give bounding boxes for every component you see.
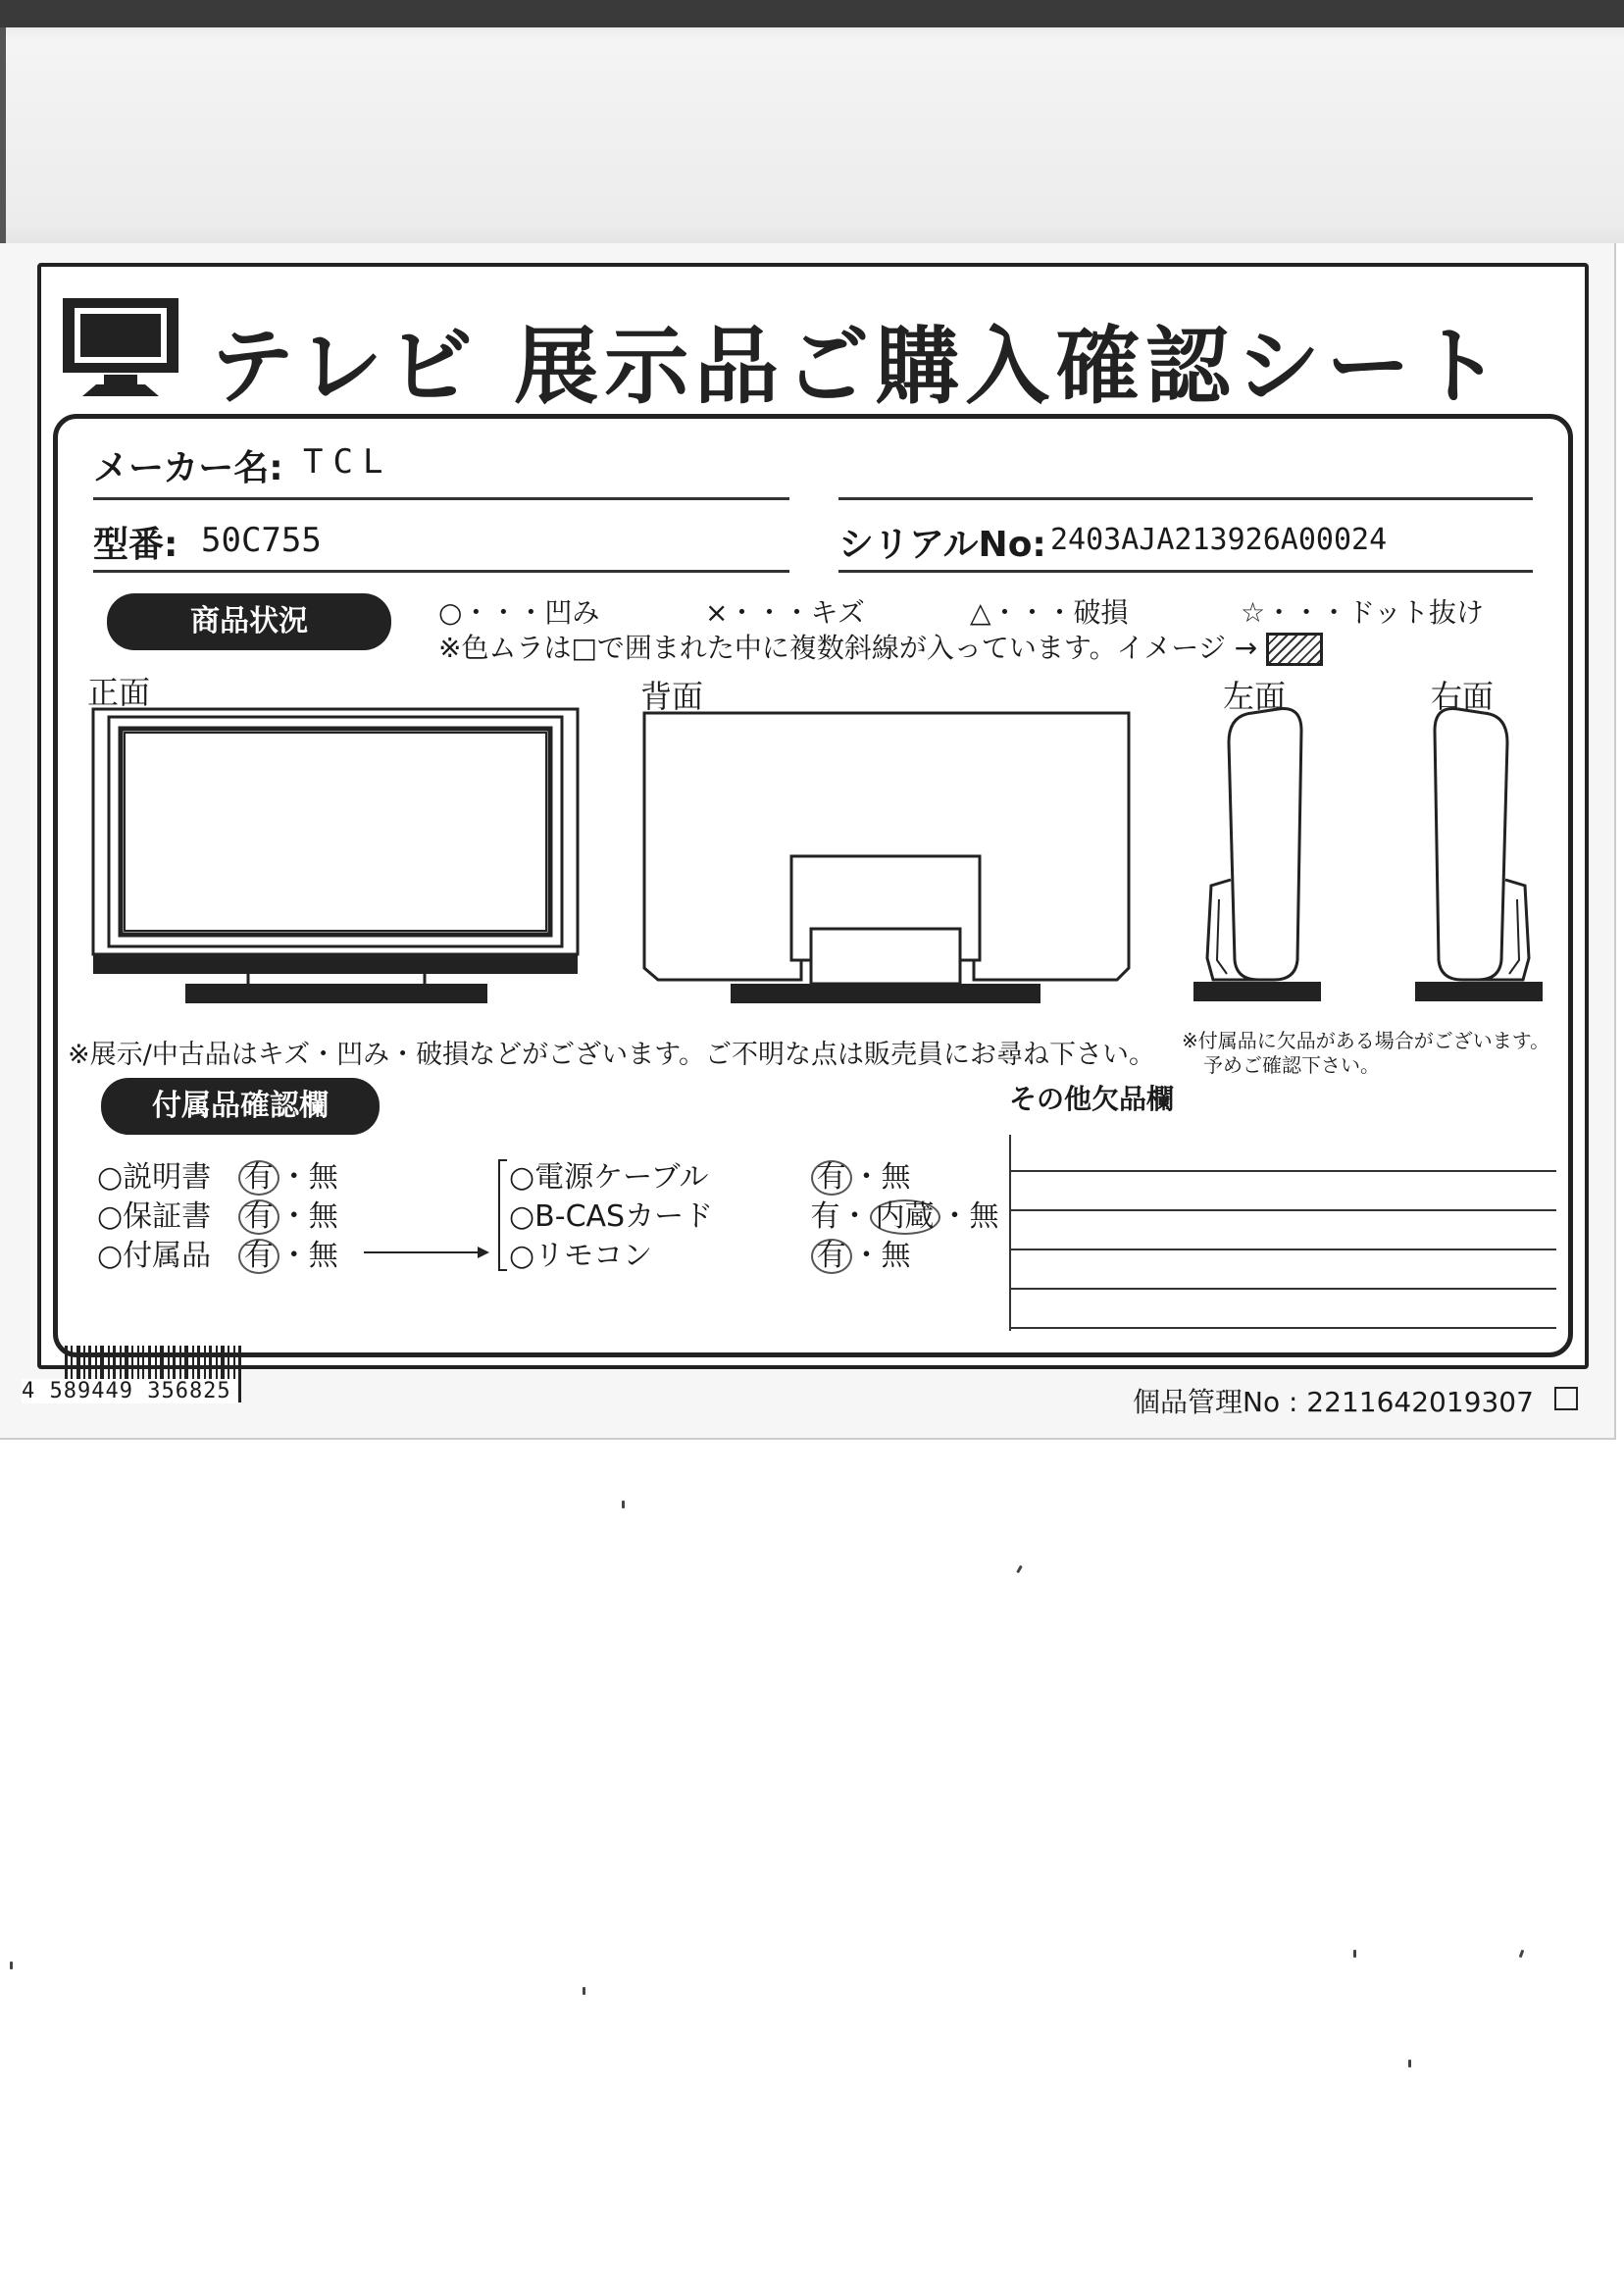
tv-right-side-diagram bbox=[1409, 703, 1556, 1013]
option-yes-circled: 有 bbox=[238, 1199, 279, 1235]
model-underline bbox=[93, 570, 789, 573]
accessory-label: ○説明書 bbox=[97, 1160, 212, 1195]
barcode-number: 4 589449 356825 bbox=[22, 1379, 237, 1403]
scan-speck bbox=[1408, 2060, 1411, 2067]
accessory-notice-line1: ※付属品に欠品がある場合がございます。 bbox=[1182, 1029, 1550, 1052]
option-no: 無 bbox=[308, 1239, 338, 1273]
dot: ・ bbox=[851, 1160, 882, 1195]
tv-icon bbox=[61, 292, 182, 400]
model-value: 50C755 bbox=[201, 521, 322, 560]
maker-value: TCL bbox=[303, 442, 393, 482]
option-yes-circled: 有 bbox=[238, 1160, 279, 1196]
color-unevenness-note bbox=[438, 627, 1323, 666]
serial-label: シリアルNo: bbox=[838, 525, 1046, 565]
scan-speck bbox=[1016, 1565, 1023, 1573]
model-label: 型番: bbox=[93, 525, 178, 565]
tv-front-diagram bbox=[91, 703, 582, 1007]
blank-underline bbox=[838, 497, 1533, 500]
tv-left-side-diagram bbox=[1188, 703, 1335, 1013]
hatch-sample-icon bbox=[1266, 633, 1323, 666]
view-label-back: 背面 bbox=[640, 678, 704, 715]
legend-damage: △・・・破損 bbox=[970, 596, 1129, 629]
option-no: 無 bbox=[881, 1160, 911, 1195]
memo-line bbox=[1011, 1327, 1556, 1329]
condition-header: 商品状況 bbox=[107, 593, 391, 650]
scan-speck bbox=[1353, 1950, 1356, 1958]
accessories-arrow-bracket bbox=[360, 1152, 517, 1280]
accessories-header: 付属品確認欄 bbox=[101, 1078, 380, 1135]
other-missing-lines bbox=[1009, 1135, 1560, 1331]
scan-speck bbox=[583, 1987, 585, 1995]
dot: ・ bbox=[851, 1239, 882, 1273]
accessory-label: ○保証書 bbox=[97, 1199, 212, 1234]
tv-back-diagram bbox=[642, 703, 1133, 1013]
title-row bbox=[61, 284, 1571, 416]
sheet-title: テレビ 展示品ご購入確認シート bbox=[210, 318, 1507, 416]
maker-underline bbox=[93, 497, 789, 500]
memo-line bbox=[1011, 1288, 1556, 1290]
accessory-row-warranty bbox=[97, 1192, 338, 1235]
control-number: 個品管理No : 2211642019307 bbox=[1133, 1386, 1534, 1418]
option-yes-circled: 有 bbox=[238, 1239, 279, 1274]
dot: ・ bbox=[279, 1160, 309, 1195]
accessory-label: ○電源ケーブル bbox=[509, 1160, 709, 1195]
option-yes: 有 bbox=[810, 1199, 840, 1234]
view-label-left: 左面 bbox=[1223, 678, 1287, 715]
maker-label: メーカー名: bbox=[93, 448, 283, 488]
damage-notice: ※展示/中古品はキズ・凹み・破損などがございます。ご不明な点は販売員にお尋ね下さい。 bbox=[68, 1040, 1156, 1070]
memo-line bbox=[1011, 1249, 1556, 1250]
memo-line bbox=[1011, 1209, 1556, 1211]
option-no: 無 bbox=[969, 1199, 999, 1234]
accessory-notice bbox=[1182, 1029, 1549, 1078]
accessory-label: ○付属品 bbox=[97, 1239, 212, 1273]
scan-speck bbox=[10, 1962, 13, 1969]
color-note-text: ※色ムラは□で囲まれた中に複数斜線が入っています。イメージ → bbox=[438, 632, 1258, 664]
dot: ・ bbox=[279, 1239, 309, 1273]
accessory-row-bcas-card bbox=[509, 1192, 999, 1235]
control-checkbox[interactable] bbox=[1554, 1387, 1578, 1410]
option-no: 無 bbox=[308, 1160, 338, 1195]
accessory-label: ○リモコン bbox=[509, 1239, 653, 1273]
accessory-notice-line2: 予めご確認下さい。 bbox=[1203, 1053, 1380, 1077]
view-label-front: 正面 bbox=[87, 674, 151, 711]
option-builtin-circled: 内蔵 bbox=[870, 1199, 940, 1235]
memo-line bbox=[1011, 1170, 1556, 1172]
scan-speck bbox=[1519, 1950, 1525, 1959]
confirmation-sheet bbox=[37, 263, 1589, 1369]
dot: ・ bbox=[279, 1199, 309, 1234]
dot: ・ bbox=[939, 1199, 970, 1234]
accessory-label: ○B-CASカード bbox=[509, 1199, 714, 1234]
option-no: 無 bbox=[881, 1239, 911, 1273]
serial-value: 2403AJA213926A00024 bbox=[1050, 523, 1388, 557]
view-label-right: 右面 bbox=[1431, 678, 1495, 715]
legend-dead-pixel: ☆・・・ドット抜け bbox=[1241, 596, 1484, 629]
serial-underline bbox=[838, 570, 1533, 573]
scan-side-edge bbox=[0, 27, 6, 243]
option-yes-circled: 有 bbox=[811, 1160, 852, 1196]
scan-dark-edge bbox=[0, 0, 1624, 27]
accessory-row-remote bbox=[509, 1231, 911, 1274]
option-yes-circled: 有 bbox=[811, 1239, 852, 1274]
scan-top-band bbox=[0, 0, 1624, 243]
dot: ・ bbox=[839, 1199, 870, 1234]
legend-dent: ○・・・凹み bbox=[438, 596, 600, 629]
accessory-row-accessories bbox=[97, 1231, 338, 1274]
inner-frame bbox=[53, 414, 1573, 1357]
option-no: 無 bbox=[308, 1199, 338, 1234]
other-missing-title: その他欠品欄 bbox=[1009, 1083, 1175, 1115]
legend-scratch: ×・・・キズ bbox=[705, 596, 865, 629]
accessory-row-power-cable bbox=[509, 1152, 911, 1196]
scan-speck bbox=[622, 1501, 625, 1508]
accessory-row-manual bbox=[97, 1152, 338, 1196]
